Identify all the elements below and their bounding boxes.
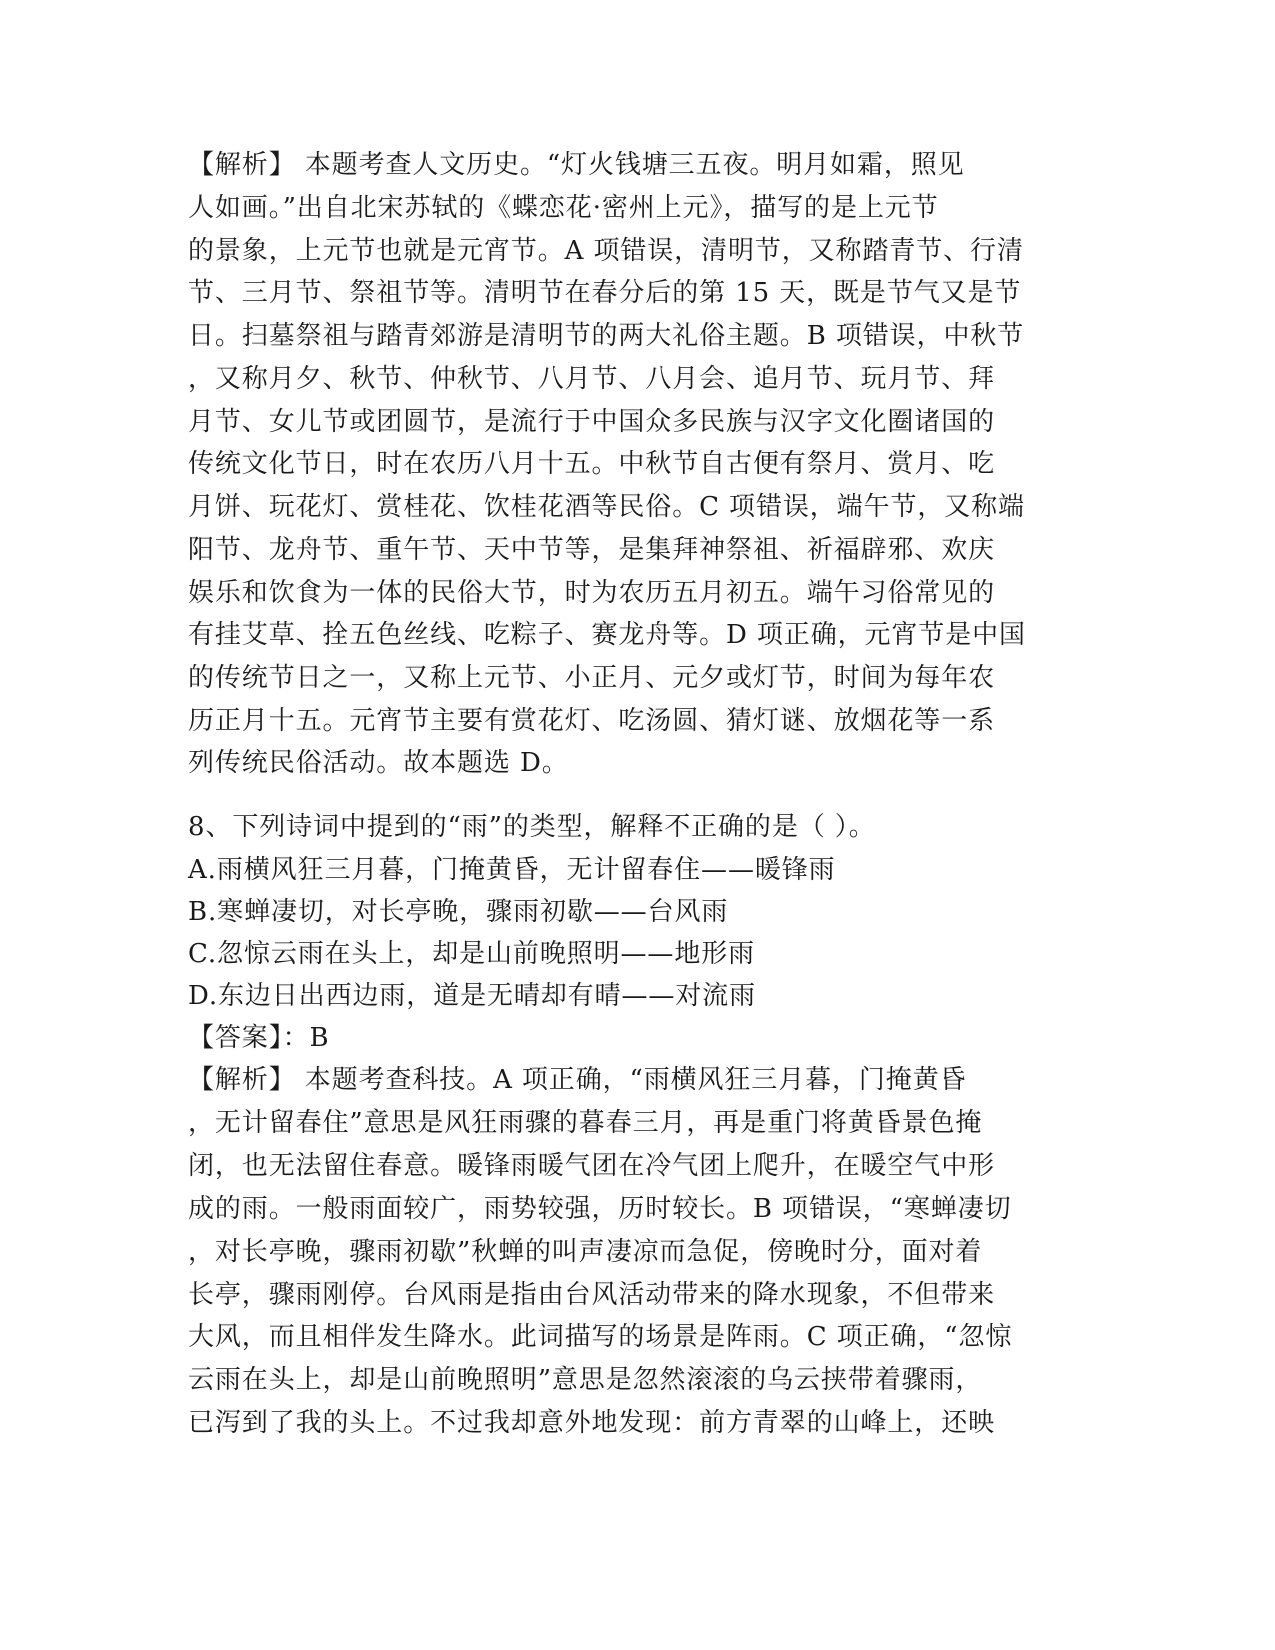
question-8-option-d: D.东边日出西边雨，道是无晴却有晴——对流雨 bbox=[188, 981, 756, 1011]
analysis-1-line-15: 列传统民俗活动。故本题选 D。 bbox=[188, 748, 569, 778]
analysis-1-line-9: 月饼、玩花灯、赏桂花、饮桂花酒等民俗。C 项错误，端午节，又称端 bbox=[188, 492, 1025, 522]
analysis-1-line-7: 月节、女儿节或团圆节，是流行于中国众多民族与汉字文化圈诸国的 bbox=[188, 407, 996, 437]
analysis-1-line-13: 的传统节日之一，又称上元节、小正月、元夕或灯节，时间为每年农 bbox=[188, 663, 996, 693]
analysis-1-line-11: 娱乐和饮食为一体的民俗大节，时为农历五月初五。端午习俗常见的 bbox=[188, 578, 996, 608]
analysis-1-line-14: 历正月十五。元宵节主要有赏花灯、吃汤圆、猜灯谜、放烟花等一系 bbox=[188, 706, 996, 736]
question-8-option-b: B.寒蝉凄切，对长亭晚，骤雨初歇——台风雨 bbox=[188, 897, 729, 927]
analysis-1-line-10: 阳节、龙舟节、重午节、天中节等，是集拜神祭祖、祈福辟邪、欢庆 bbox=[188, 535, 996, 565]
analysis-1-line-4: 节、三月节、祭祖节等。清明节在春分后的第 15 天，既是节气又是节 bbox=[188, 278, 1022, 308]
question-8-stem: 8、下列诗词中提到的“雨”的类型，解释不正确的是（ ）。 bbox=[188, 812, 876, 842]
analysis-2-line-3: 闭，也无法留住春意。暖锋雨暖气团在冷气团上爬升，在暖空气中形 bbox=[188, 1151, 996, 1181]
analysis-2-line-1: 【解析】 本题考查科技。A 项正确，“雨横风狂三月暮，门掩黄昏 bbox=[188, 1065, 967, 1095]
analysis-1-line-6: ，又称月夕、秋节、仲秋节、八月节、八月会、追月节、玩月节、拜 bbox=[188, 364, 996, 394]
analysis-1-line-3: 的景象，上元节也就是元宵节。A 项错误，清明节，又称踏青节、行清 bbox=[188, 236, 1024, 266]
analysis-1-line-2: 人如画。”出自北宋苏轼的《蝶恋花·密州上元》，描写的是上元节 bbox=[188, 193, 939, 223]
analysis-2-line-4: 成的雨。一般雨面较广，雨势较强，历时较长。B 项错误，“寒蝉凄切 bbox=[188, 1194, 1012, 1224]
analysis-2-line-9: 已泻到了我的头上。不过我却意外地发现：前方青翠的山峰上，还映 bbox=[188, 1408, 996, 1438]
analysis-1-line-8: 传统文化节日，时在农历八月十五。中秋节自古便有祭月、赏月、吃 bbox=[188, 449, 996, 479]
question-8-answer: 【答案】：B bbox=[188, 1023, 330, 1053]
analysis-2-line-8: 云雨在头上，却是山前晚照明”意思是忽然滚滚的乌云挟带着骤雨， bbox=[188, 1365, 983, 1395]
analysis-2-line-7: 大风，而且相伴发生降水。此词描写的场景是阵雨。C 项正确，“忽惊 bbox=[188, 1322, 1013, 1352]
question-8-option-c: C.忽惊云雨在头上，却是山前晚照明——地形雨 bbox=[188, 939, 756, 969]
question-8-option-a: A.雨横风狂三月暮，门掩黄昏，无计留春住——暖锋雨 bbox=[188, 855, 836, 885]
analysis-1-line-5: 日。扫墓祭祖与踏青郊游是清明节的两大礼俗主题。B 项错误，中秋节 bbox=[188, 321, 1025, 351]
analysis-2-line-2: ，无计留春住”意思是风狂雨骤的暮春三月，再是重门将黄昏景色掩 bbox=[188, 1108, 983, 1138]
analysis-2-line-5: ，对长亭晚，骤雨初歇”秋蝉的叫声凄凉而急促，傍晚时分，面对着 bbox=[188, 1237, 983, 1267]
analysis-2-line-6: 长亭，骤雨刚停。台风雨是指由台风活动带来的降水现象，不但带来 bbox=[188, 1280, 996, 1310]
analysis-1-line-12: 有挂艾草、拴五色丝线、吃粽子、赛龙舟等。D 项正确，元宵节是中国 bbox=[188, 620, 1026, 650]
analysis-1-line-1: 【解析】 本题考查人文历史。“灯火钱塘三五夜。明月如霜，照见 bbox=[188, 150, 965, 180]
